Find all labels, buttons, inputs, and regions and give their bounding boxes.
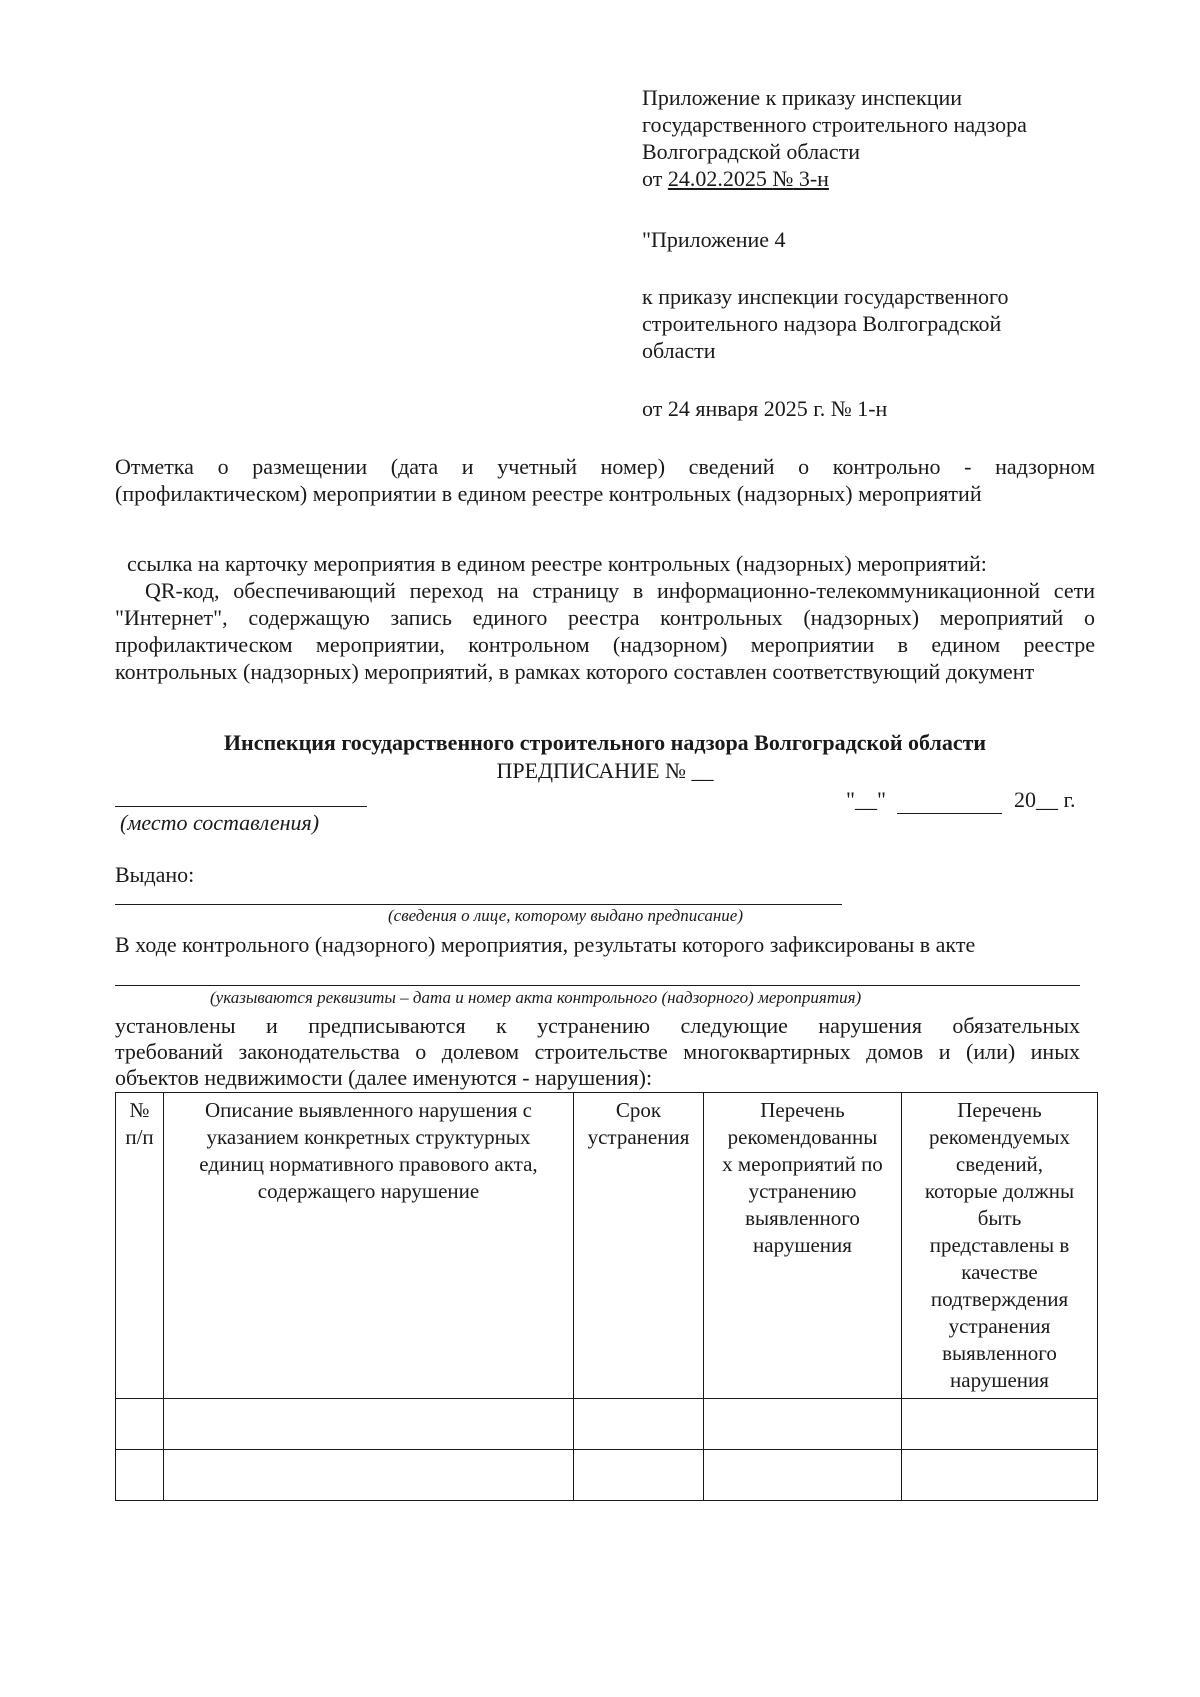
agency-name: Инспекция государственного строительного надзора Волгоградской области: [223, 730, 987, 755]
appendix-block: [642, 283, 1122, 364]
act-caption: (указываются реквизиты – дата и номер акта контрольного (надзорного) мероприятия): [210, 988, 862, 1007]
established-line3: объектов недвижимости (далее именуются - нарушения):: [115, 1065, 653, 1090]
registry-link-text: ссылка на карточку мероприятия в едином реестре контрольных (надзорных) мероприятий:: [127, 551, 987, 576]
order-number-sign: №: [772, 166, 794, 191]
during-text: В ходе контрольного (надзорного) мероприятия, результаты которого зафиксированы в акте: [115, 932, 976, 957]
order-date: 24.02.2025: [667, 166, 773, 191]
qr-section: [115, 550, 1095, 685]
order-prefix: от: [642, 166, 668, 191]
table-cell: [902, 1450, 1098, 1501]
table-cell: [574, 1399, 704, 1450]
appendix-date-line: от 24 января 2025 г. № 1-н: [642, 396, 888, 421]
table-cell: [116, 1450, 164, 1501]
issued-underline: [115, 904, 842, 905]
qr-text-line1: QR-код, обеспечивающий переход на страницу в информационно-телекоммуникационной сети: [145, 578, 1095, 603]
place-caption: (место составления): [120, 810, 320, 835]
date-day: "__": [846, 787, 886, 812]
header-recommended-measures: Перечень рекомендованны х мероприятий по устранению выявленного нарушения: [704, 1093, 902, 1399]
issued-label: Выдано:: [115, 862, 195, 887]
header-number: № п/п: [116, 1093, 164, 1399]
appendix-line2: строительного надзора Волгоградской: [642, 311, 1002, 336]
qr-text-line3: профилактическом мероприятии, контрольном (надзорном) мероприятии в едином реестре: [115, 632, 1095, 657]
registry-mark-line2: (профилактическом) мероприятии в едином реестре контрольных (надзорных) мероприятий: [115, 481, 982, 506]
document-title: ПРЕДПИСАНИЕ № __: [496, 758, 714, 783]
table-cell: [164, 1399, 574, 1450]
issued-caption: (сведения о лице, которому выдано предписание): [388, 906, 743, 925]
date-year: 20__ г.: [1013, 787, 1076, 812]
qr-text-line2: "Интернет", содержащую запись единого реестра контрольных (надзорных) мероприятий о: [115, 605, 1095, 630]
table-cell: [574, 1450, 704, 1501]
order-header-line3: Волгоградской области: [642, 139, 860, 164]
order-header-date-line: [642, 165, 1122, 192]
date-month-blank: [897, 787, 1002, 814]
table-header-row: [116, 1093, 1098, 1399]
appendix-line1: к приказу инспекции государственного: [642, 284, 1009, 309]
header-description: Описание выявленного нарушения с указанием конкретных структурных единиц нормативного правового акта, содержащего нарушение: [164, 1093, 574, 1399]
order-header: [642, 84, 1122, 192]
established-line2: требований законодательства о долевом строительстве многоквартирных домов и (или) иных: [115, 1039, 1080, 1064]
violations-table: [115, 1092, 1098, 1501]
table-cell: [116, 1399, 164, 1450]
qr-text-line4: контрольных (надзорных) мероприятий, в рамках которого составлен соответствующий документ: [115, 659, 1035, 684]
act-underline: [115, 985, 1080, 986]
header-recommended-info: Перечень рекомендуемых сведений, которые должны быть представлены в качестве подтверждения устранения выявленного нарушения: [902, 1093, 1098, 1399]
registry-mark: [115, 453, 1095, 507]
header-deadline: Срок устранения: [574, 1093, 704, 1399]
place-underline: [115, 806, 367, 807]
order-header-line1: Приложение к приказу инспекции: [642, 85, 963, 110]
appendix-title: "Приложение 4: [642, 227, 786, 252]
appendix-line3: области: [642, 338, 716, 363]
table-cell: [704, 1450, 902, 1501]
table-row: [116, 1399, 1098, 1450]
table-row: [116, 1450, 1098, 1501]
registry-mark-line1: Отметка о размещении (дата и учетный номер) сведений о контрольно - надзорном: [115, 454, 1095, 479]
established-text: [115, 1013, 1080, 1091]
table-cell: [902, 1399, 1098, 1450]
table-cell: [164, 1450, 574, 1501]
date-field: [846, 787, 1076, 814]
order-header-line2: государственного строительного надзора: [642, 112, 1027, 137]
established-line1: установлены и предписываются к устранению следующие нарушения обязательных: [115, 1013, 1080, 1038]
table-cell: [704, 1399, 902, 1450]
order-number: 3-н: [793, 166, 829, 191]
